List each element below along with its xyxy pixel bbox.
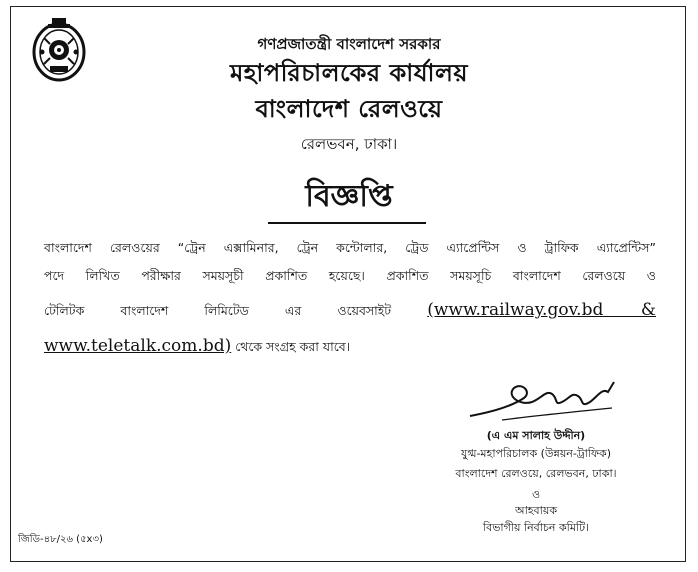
organization-heading: বাংলাদেশ রেলওয়ে bbox=[255, 95, 443, 123]
signatory-designation: যুগ্ম-মহাপরিচালক (উন্নয়ন-ট্রাফিক) bbox=[460, 447, 612, 460]
notice-body-line-2: পদে লিখিত পরীক্ষার সময়সূচী প্রকাশিত হয়েছে। প্রকাশিত সময়সূচি বাংলাদেশ রেলওয়ে ও bbox=[44, 268, 656, 283]
signatory-name: (এ এম সালাহ উদ্দীন) bbox=[486, 429, 586, 442]
reference-code: জিডি-৪৮/২৬ (৫x৩) bbox=[18, 534, 103, 545]
signatory-committee: বিভাগীয় নির্বাচন কমিটি। bbox=[482, 521, 590, 534]
notice-body-line-3 bbox=[44, 300, 656, 321]
notice-body-line-1: বাংলাদেশ রেলওয়ের “ট্রেন এক্সামিনার, ট্রেন কন্টোলার, ট্রেড এ্যাপ্রেন্টিস ও ট্রাফিক এ্যাপ্রেন্টিস” bbox=[44, 240, 656, 255]
government-heading: গণপ্রজাতন্ত্রী বাংলাদেশ সরকার bbox=[257, 35, 441, 53]
office-heading: মহাপরিচালকের কার্যালয় bbox=[229, 59, 469, 87]
notice-body-line-4 bbox=[44, 336, 656, 357]
location-line: রেলভবন, ঢাকা। bbox=[300, 135, 398, 153]
signatory-role: আহবায়ক bbox=[514, 504, 558, 517]
notice-body-line-4-text: থেকে সংগ্রহ করা যাবে। bbox=[235, 339, 351, 354]
signatory-conjunction: ও bbox=[531, 488, 541, 501]
teletalk-website-link[interactable]: www.teletalk.com.bd) bbox=[44, 336, 232, 356]
notice-body-line-3-text: টেলিটক বাংলাদেশ লিমিটেড এর ওয়েবসাইট bbox=[44, 303, 392, 318]
notice-title-underline bbox=[268, 222, 426, 224]
notice-title: বিজ্ঞপ্তি bbox=[305, 179, 393, 214]
signatory-address: বাংলাদেশ রেলওয়ে, রেলভবন, ঢাকা। bbox=[455, 467, 617, 480]
railway-website-link[interactable]: (www.railway.gov.bd & bbox=[427, 300, 656, 320]
handwritten-signature bbox=[462, 372, 622, 424]
